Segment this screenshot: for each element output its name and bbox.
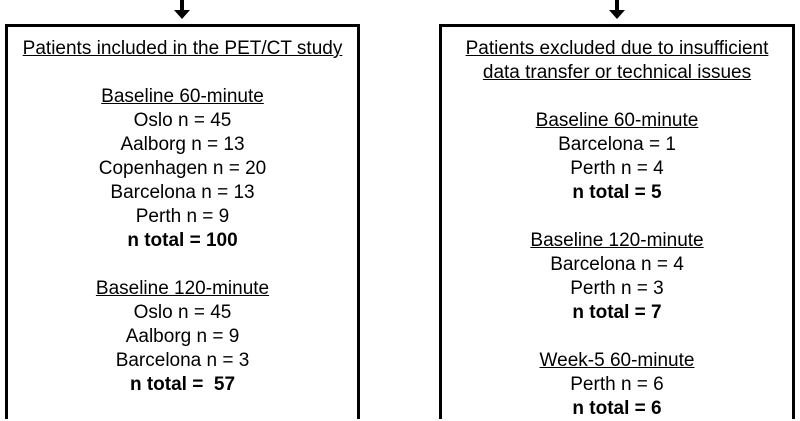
excluded-title (446, 37, 788, 85)
excluded-title-line1: Patients excluded due to insufficient (465, 38, 769, 59)
section-total: n total = 100 (127, 230, 238, 251)
right-section-baseline-60 (442, 109, 792, 205)
site-count: Perth n = 6 (570, 374, 664, 395)
left-section-baseline-60 (8, 85, 357, 253)
site-count: Barcelona n = 4 (550, 254, 684, 275)
right-section-heading: Baseline 120-minute (530, 230, 704, 251)
site-count: Aalborg n = 9 (125, 326, 240, 347)
excluded-title-line2: data transfer or technical issues (482, 62, 752, 83)
right-arrow-head (609, 10, 625, 19)
right-section-week5-60 (442, 349, 792, 421)
section-total: n total = 7 (572, 302, 662, 323)
site-count: Perth n = 3 (570, 278, 664, 299)
site-count: Oslo n = 45 (133, 110, 232, 131)
site-count: Copenhagen n = 20 (98, 158, 267, 179)
site-count: Aalborg n = 13 (120, 134, 245, 155)
site-count: Perth n = 9 (135, 206, 230, 227)
right-section-heading: Week-5 60-minute (539, 350, 695, 371)
site-count: Perth n = 4 (570, 158, 664, 179)
site-count: Barcelona n = 3 (115, 350, 250, 371)
section-total: n total = 57 (129, 374, 236, 395)
right-section-heading: Baseline 60-minute (535, 110, 699, 131)
left-arrow-head (174, 10, 190, 19)
included-title: Patients included in the PET/CT study (22, 38, 343, 59)
site-count: Barcelona = 1 (558, 134, 676, 155)
included-patients-box (5, 24, 360, 419)
excluded-patients-box (439, 24, 795, 419)
site-count: Barcelona n = 13 (110, 182, 255, 203)
left-section-heading: Baseline 60-minute (101, 86, 264, 107)
section-total: n total = 5 (572, 182, 662, 203)
site-count: Oslo n = 45 (133, 302, 232, 323)
section-total: n total = 6 (572, 398, 662, 419)
left-section-baseline-120 (8, 277, 357, 397)
right-section-baseline-120 (442, 229, 792, 325)
left-section-heading: Baseline 120-minute (95, 278, 270, 299)
